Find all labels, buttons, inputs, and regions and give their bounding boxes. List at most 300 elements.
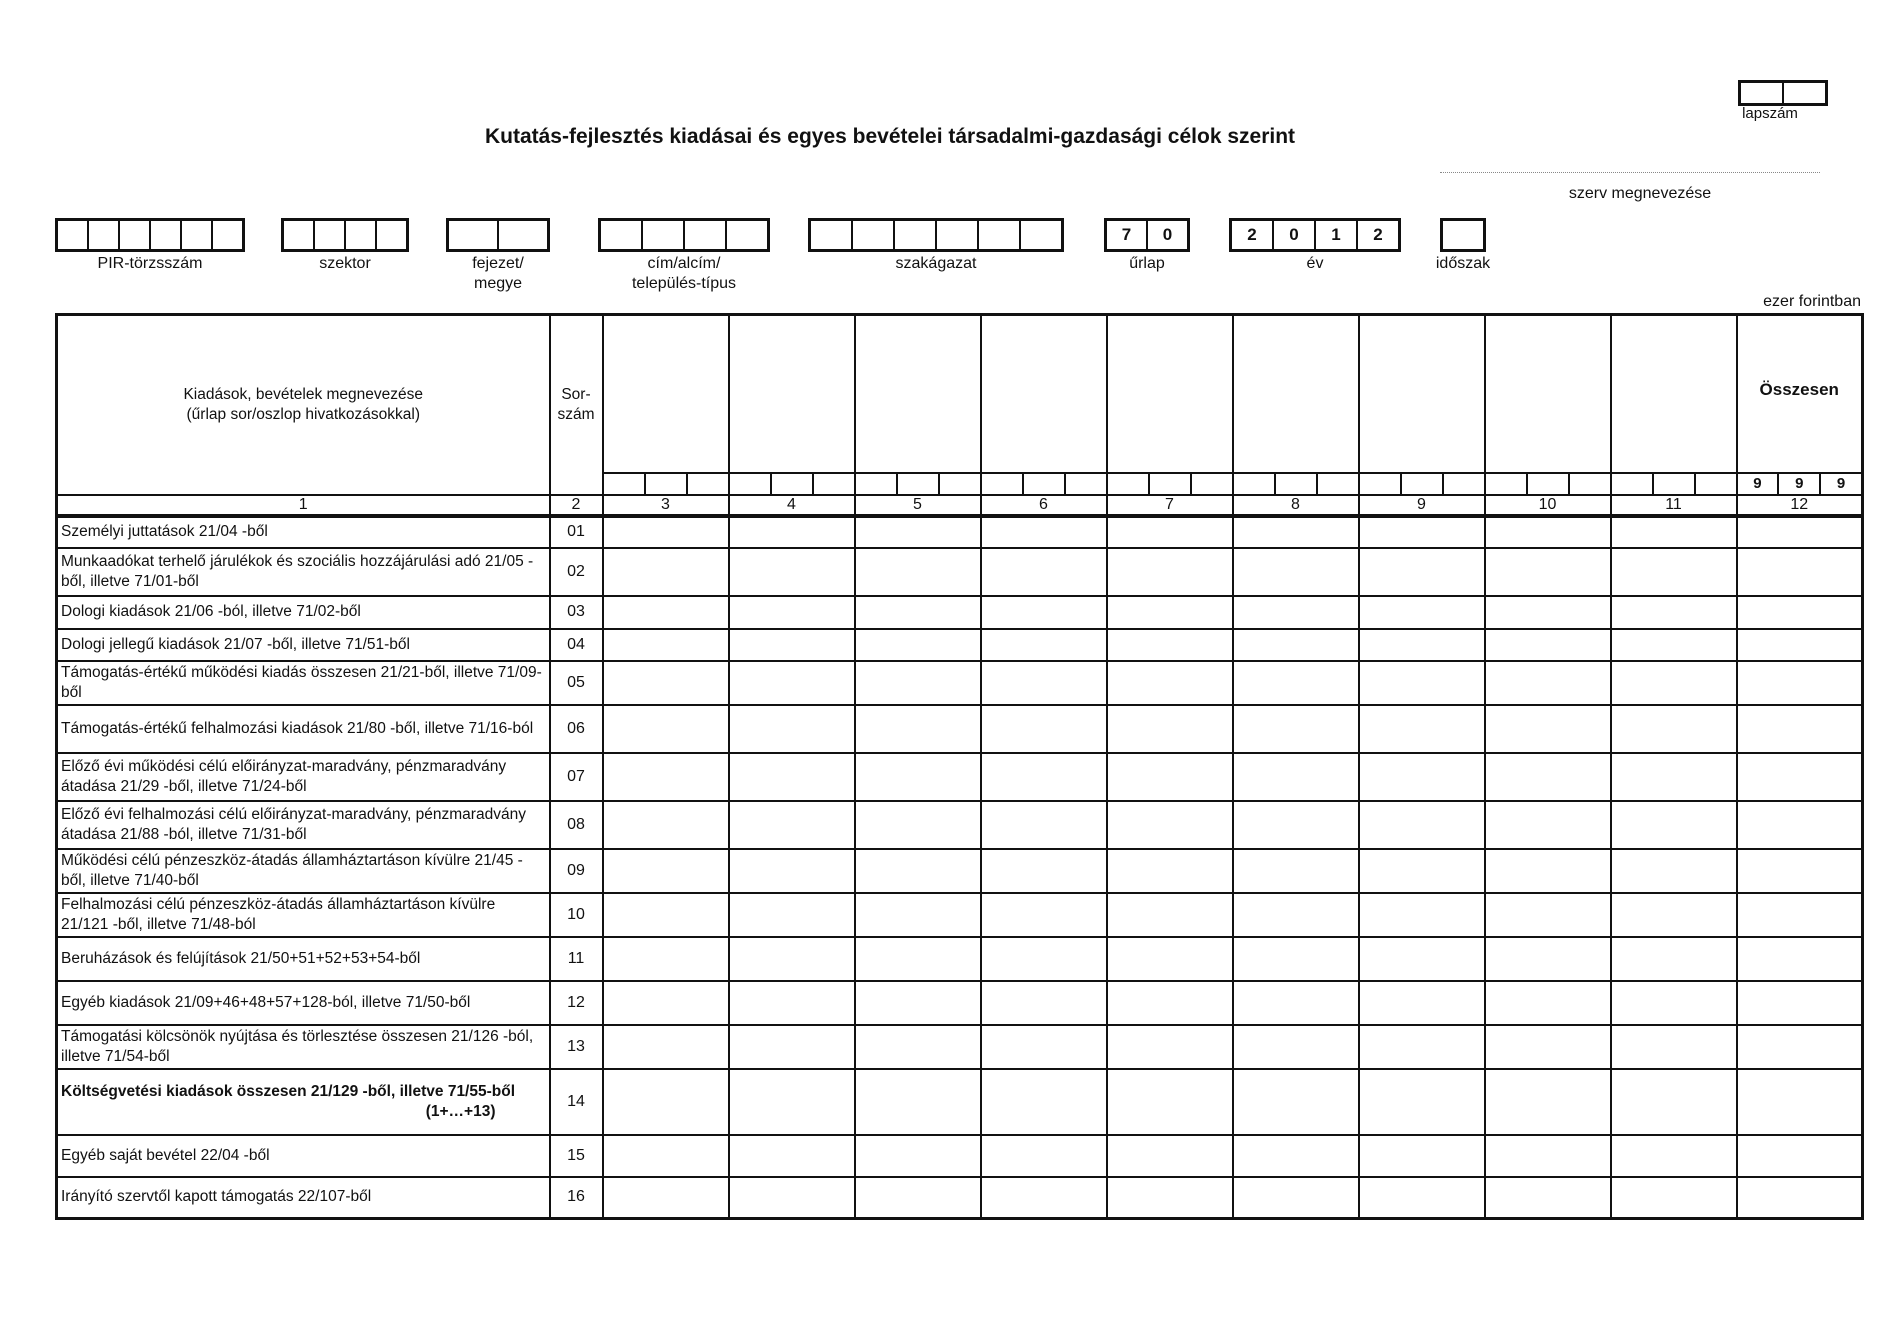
- value-cell[interactable]: [1359, 801, 1485, 849]
- value-cell[interactable]: [1233, 849, 1359, 893]
- column-code-cell[interactable]: [1612, 474, 1654, 494]
- row-name-text: Támogatási kölcsönök nyújtása és törlesztése összesen 21/126 -ból, illetve 71/54-ből: [61, 1027, 534, 1065]
- value-cell[interactable]: [1107, 548, 1233, 596]
- value-cell[interactable]: [1611, 1025, 1737, 1069]
- column-code-cell[interactable]: [856, 474, 898, 494]
- value-cell[interactable]: [1737, 661, 1863, 705]
- idoszak-box[interactable]: [1440, 218, 1486, 252]
- column-code-cell[interactable]: [646, 474, 688, 494]
- value-cell[interactable]: [1737, 1177, 1863, 1219]
- value-cell[interactable]: [855, 661, 981, 705]
- value-cell[interactable]: [1359, 705, 1485, 753]
- value-cell[interactable]: [1485, 849, 1611, 893]
- row-number: 02: [550, 548, 603, 596]
- szakagazat-cell[interactable]: [811, 221, 853, 249]
- szektor-cell[interactable]: [377, 221, 406, 249]
- value-cell[interactable]: [1737, 596, 1863, 629]
- value-cell[interactable]: [855, 516, 981, 548]
- value-cell[interactable]: [729, 516, 855, 548]
- column-code-strip[interactable]: [1234, 472, 1358, 494]
- value-cell[interactable]: [1611, 753, 1737, 801]
- value-cell[interactable]: [1359, 937, 1485, 981]
- value-cell[interactable]: [729, 981, 855, 1025]
- value-cell[interactable]: [1737, 937, 1863, 981]
- value-cell[interactable]: [1737, 629, 1863, 661]
- value-cell[interactable]: [1359, 1025, 1485, 1069]
- header-name-text: Kiadások, bevételek megnevezése (űrlap sor/oszlop hivatkozásokkal): [183, 385, 424, 423]
- header-col-11[interactable]: [1611, 315, 1737, 495]
- row-name-text: Előző évi működési célú előirányzat-maradvány, pénzmaradvány átadása 21/29 -ből, illetve 71/24-ből: [61, 757, 507, 795]
- value-cell[interactable]: [603, 516, 729, 548]
- row-name-text: Irányító szervtől kapott támogatás 22/107-ből: [61, 1188, 372, 1206]
- szakagazat-cell[interactable]: [1021, 221, 1061, 249]
- value-cell[interactable]: [855, 1025, 981, 1069]
- value-cell[interactable]: [603, 1069, 729, 1135]
- row-name: [57, 753, 550, 801]
- value-cell[interactable]: [1107, 596, 1233, 629]
- value-cell[interactable]: [1611, 981, 1737, 1025]
- value-cell[interactable]: [1485, 1177, 1611, 1219]
- value-cell[interactable]: [1737, 516, 1863, 548]
- value-cell[interactable]: [855, 849, 981, 893]
- szektor-box[interactable]: [281, 218, 409, 252]
- value-cell[interactable]: [603, 753, 729, 801]
- header-col-9[interactable]: [1359, 315, 1485, 495]
- value-cell[interactable]: [1737, 801, 1863, 849]
- szakagazat-label: szakágazat: [895, 255, 977, 272]
- value-cell[interactable]: [1485, 1135, 1611, 1177]
- cim-label: cím/alcím/ település-típus: [631, 255, 737, 292]
- value-cell[interactable]: [1233, 1025, 1359, 1069]
- column-number: 10: [1485, 495, 1611, 516]
- column-code-strip[interactable]: [856, 472, 980, 494]
- szektor-cell[interactable]: [346, 221, 377, 249]
- value-cell[interactable]: [1485, 629, 1611, 661]
- value-cell[interactable]: [729, 705, 855, 753]
- table-row: [57, 937, 1863, 981]
- pir-cell[interactable]: [120, 221, 151, 249]
- ev-cell[interactable]: 0: [1274, 221, 1316, 249]
- value-cell[interactable]: [729, 1177, 855, 1219]
- value-cell[interactable]: [981, 661, 1107, 705]
- value-cell[interactable]: [981, 753, 1107, 801]
- value-cell[interactable]: [1233, 1069, 1359, 1135]
- value-cell[interactable]: [1233, 661, 1359, 705]
- column-code-strip[interactable]: [730, 472, 854, 494]
- value-cell[interactable]: [729, 937, 855, 981]
- value-cell[interactable]: [855, 705, 981, 753]
- cim-cell[interactable]: [727, 221, 767, 249]
- value-cell[interactable]: [729, 1135, 855, 1177]
- value-cell[interactable]: [855, 937, 981, 981]
- value-cell[interactable]: [1359, 849, 1485, 893]
- row-number: 06: [550, 705, 603, 753]
- value-cell[interactable]: [1485, 937, 1611, 981]
- value-cell[interactable]: [981, 937, 1107, 981]
- row-number: 16: [550, 1177, 603, 1219]
- value-cell[interactable]: [1485, 1069, 1611, 1135]
- value-cell[interactable]: [855, 596, 981, 629]
- value-cell[interactable]: [981, 981, 1107, 1025]
- value-cell[interactable]: [603, 893, 729, 937]
- column-code-strip[interactable]: [1360, 472, 1484, 494]
- pir-cell[interactable]: [182, 221, 213, 249]
- value-cell[interactable]: [1233, 893, 1359, 937]
- value-cell[interactable]: [1611, 596, 1737, 629]
- row-name-text: Egyéb saját bevétel 22/04 -ből: [61, 1146, 270, 1164]
- value-cell[interactable]: [1737, 548, 1863, 596]
- value-cell[interactable]: [729, 753, 855, 801]
- value-cell[interactable]: [1359, 661, 1485, 705]
- fejezet-cell[interactable]: [499, 221, 547, 249]
- value-cell[interactable]: [1107, 629, 1233, 661]
- urlap-cell[interactable]: 0: [1162, 225, 1173, 244]
- value-cell[interactable]: [855, 548, 981, 596]
- value-cell[interactable]: [1233, 629, 1359, 661]
- value-cell[interactable]: [981, 1069, 1107, 1135]
- value-cell[interactable]: [1233, 753, 1359, 801]
- row-name: [57, 801, 550, 849]
- value-cell[interactable]: [1359, 596, 1485, 629]
- column-code-cell[interactable]: [1486, 474, 1528, 494]
- column-code-cell[interactable]: [1402, 474, 1444, 494]
- value-cell[interactable]: [1611, 1177, 1737, 1219]
- value-cell[interactable]: [981, 596, 1107, 629]
- value-cell[interactable]: [1611, 849, 1737, 893]
- value-cell[interactable]: [1107, 849, 1233, 893]
- value-cell[interactable]: [1107, 516, 1233, 548]
- value-cell[interactable]: [1107, 661, 1233, 705]
- row-number: 12: [550, 981, 603, 1025]
- value-cell[interactable]: [603, 548, 729, 596]
- column-code-cell[interactable]: [1150, 474, 1192, 494]
- row-name: [57, 705, 550, 753]
- row-number: 14: [550, 1069, 603, 1135]
- header-col-5[interactable]: [855, 315, 981, 495]
- row-name-text: Dologi kiadások 21/06 -ból, illetve 71/02-ből: [61, 603, 361, 620]
- column-code-cell[interactable]: [1570, 474, 1610, 494]
- column-code-strip[interactable]: [1486, 472, 1610, 494]
- header-osszesen[interactable]: [1737, 315, 1863, 495]
- value-cell[interactable]: [603, 661, 729, 705]
- value-cell[interactable]: [981, 1177, 1107, 1219]
- row-name-text: Dologi jellegű kiadások 21/07 -ből, illetve 71/51-ből: [61, 635, 410, 653]
- row-number: 10: [550, 893, 603, 937]
- row-number: 07: [550, 753, 603, 801]
- value-cell[interactable]: [603, 1025, 729, 1069]
- column-code-cell[interactable]: [1318, 474, 1358, 494]
- column-code-strip[interactable]: [1612, 472, 1736, 494]
- ev-cell[interactable]: 2: [1232, 221, 1274, 249]
- fejezet-cell[interactable]: [449, 221, 499, 249]
- row-name-text: Munkaadókat terhelő járulékok és szociális hozzájárulási adó 21/05 -ből, illetve 71/01-ből: [61, 552, 534, 590]
- value-cell[interactable]: [1737, 1025, 1863, 1069]
- value-cell[interactable]: [1233, 705, 1359, 753]
- value-cell[interactable]: [1359, 548, 1485, 596]
- szakagazat-cell[interactable]: [895, 221, 937, 249]
- value-cell[interactable]: [1611, 1135, 1737, 1177]
- value-cell[interactable]: [1359, 1135, 1485, 1177]
- column-code-cell[interactable]: 9: [1779, 474, 1821, 494]
- value-cell[interactable]: [1107, 937, 1233, 981]
- column-code-cell[interactable]: [1654, 474, 1696, 494]
- value-cell[interactable]: [1233, 981, 1359, 1025]
- column-code-cell[interactable]: [1360, 474, 1402, 494]
- value-cell[interactable]: [1611, 548, 1737, 596]
- value-cell[interactable]: [855, 893, 981, 937]
- column-code-cell[interactable]: [1444, 474, 1484, 494]
- column-number: 5: [855, 495, 981, 516]
- value-cell[interactable]: [1611, 1069, 1737, 1135]
- value-cell[interactable]: [1233, 1177, 1359, 1219]
- value-cell[interactable]: [1485, 705, 1611, 753]
- value-cell[interactable]: [1611, 937, 1737, 981]
- value-cell[interactable]: [1485, 753, 1611, 801]
- value-cell[interactable]: [1485, 801, 1611, 849]
- value-cell[interactable]: [1485, 516, 1611, 548]
- szakagazat-box[interactable]: [808, 218, 1064, 252]
- value-cell[interactable]: [1359, 1177, 1485, 1219]
- value-cell[interactable]: [981, 705, 1107, 753]
- value-cell[interactable]: [1107, 753, 1233, 801]
- column-code-cell[interactable]: [730, 474, 772, 494]
- column-code-cell[interactable]: [1528, 474, 1570, 494]
- value-cell[interactable]: [603, 596, 729, 629]
- value-cell[interactable]: [1737, 981, 1863, 1025]
- szerv-name-line[interactable]: [1440, 172, 1820, 173]
- value-cell[interactable]: [981, 849, 1107, 893]
- szakagazat-cell[interactable]: [937, 221, 979, 249]
- value-cell[interactable]: [729, 849, 855, 893]
- szakagazat-cell[interactable]: [853, 221, 895, 249]
- value-cell[interactable]: [729, 548, 855, 596]
- row-name: [57, 661, 550, 705]
- column-code-cell[interactable]: [1108, 474, 1150, 494]
- pir-cell[interactable]: [58, 221, 89, 249]
- value-cell[interactable]: [1485, 548, 1611, 596]
- value-cell[interactable]: [1359, 981, 1485, 1025]
- table-row: [57, 516, 1863, 548]
- szektor-cell[interactable]: [315, 221, 346, 249]
- value-cell[interactable]: [1233, 596, 1359, 629]
- value-cell[interactable]: [1485, 1025, 1611, 1069]
- value-cell[interactable]: [729, 801, 855, 849]
- value-cell[interactable]: [1737, 753, 1863, 801]
- column-code-cell[interactable]: [940, 474, 980, 494]
- value-cell[interactable]: [1485, 596, 1611, 629]
- cim-cell[interactable]: [643, 221, 685, 249]
- pir-cell[interactable]: [213, 221, 242, 249]
- szakagazat-cell[interactable]: [979, 221, 1021, 249]
- value-cell[interactable]: [1233, 801, 1359, 849]
- header-col-8[interactable]: [1233, 315, 1359, 495]
- szektor-cell[interactable]: [284, 221, 315, 249]
- column-code-cell[interactable]: 9: [1836, 475, 1846, 492]
- header-col-10[interactable]: [1485, 315, 1611, 495]
- pir-cell[interactable]: [151, 221, 182, 249]
- cim-cell[interactable]: [685, 221, 727, 249]
- row-number: 13: [550, 1025, 603, 1069]
- value-cell[interactable]: [729, 893, 855, 937]
- value-cell[interactable]: [981, 516, 1107, 548]
- value-cell[interactable]: [603, 849, 729, 893]
- value-cell[interactable]: [981, 893, 1107, 937]
- value-cell[interactable]: [1233, 516, 1359, 548]
- value-cell[interactable]: [1611, 893, 1737, 937]
- value-cell[interactable]: [603, 705, 729, 753]
- column-code-cell[interactable]: [1066, 474, 1106, 494]
- column-code-strip[interactable]: [604, 472, 728, 494]
- value-cell[interactable]: [1233, 548, 1359, 596]
- value-cell[interactable]: [1737, 849, 1863, 893]
- value-cell[interactable]: [603, 937, 729, 981]
- value-cell[interactable]: [1485, 893, 1611, 937]
- fejezet-box[interactable]: [446, 218, 550, 252]
- column-code-cell[interactable]: [1234, 474, 1276, 494]
- table-row: [57, 661, 1863, 705]
- column-code-cell[interactable]: 9: [1738, 474, 1780, 494]
- value-cell[interactable]: [729, 1069, 855, 1135]
- column-code-cell[interactable]: [604, 474, 646, 494]
- value-cell[interactable]: [1611, 629, 1737, 661]
- table-row: [57, 893, 1863, 937]
- table-row: [57, 849, 1863, 893]
- row-number: 01: [550, 516, 603, 548]
- value-cell[interactable]: [1359, 893, 1485, 937]
- value-cell[interactable]: [603, 1135, 729, 1177]
- row-name-text: Felhalmozási célú pénzeszköz-átadás államháztartáson kívülre 21/121 -ből, illetve 71/48-ból: [61, 895, 496, 933]
- value-cell[interactable]: [855, 1135, 981, 1177]
- value-cell[interactable]: [1485, 981, 1611, 1025]
- row-number: 11: [550, 937, 603, 981]
- value-cell[interactable]: [1737, 705, 1863, 753]
- ev-cell[interactable]: 1: [1316, 221, 1358, 249]
- value-cell[interactable]: [981, 801, 1107, 849]
- column-code-cell[interactable]: [898, 474, 940, 494]
- value-cell[interactable]: [1233, 1135, 1359, 1177]
- value-cell[interactable]: [1359, 516, 1485, 548]
- lapszam-box[interactable]: [1738, 80, 1828, 106]
- value-cell[interactable]: [1107, 705, 1233, 753]
- pir-box[interactable]: [55, 218, 245, 252]
- row-name: [57, 1177, 550, 1219]
- value-cell[interactable]: [855, 801, 981, 849]
- value-cell[interactable]: [729, 629, 855, 661]
- value-cell[interactable]: [1107, 801, 1233, 849]
- header-col-3[interactable]: [603, 315, 729, 495]
- table-row: [57, 596, 1863, 629]
- value-cell[interactable]: [855, 1177, 981, 1219]
- cim-box[interactable]: [598, 218, 770, 252]
- value-cell[interactable]: [1359, 753, 1485, 801]
- value-cell[interactable]: [1737, 1069, 1863, 1135]
- fejezet-label: fejezet/ megye: [472, 255, 524, 292]
- urlap-cell[interactable]: 7: [1107, 221, 1148, 249]
- value-cell[interactable]: [981, 1135, 1107, 1177]
- value-cell[interactable]: [1611, 661, 1737, 705]
- row-name-text: Támogatás-értékű felhalmozási kiadások 21/80 -ből, illetve 71/16-ból: [61, 719, 534, 737]
- value-cell[interactable]: [1737, 1135, 1863, 1177]
- value-cell[interactable]: [855, 1069, 981, 1135]
- table-row: [57, 753, 1863, 801]
- column-code-cell[interactable]: [1696, 474, 1736, 494]
- value-cell[interactable]: [855, 629, 981, 661]
- value-cell[interactable]: [1107, 1025, 1233, 1069]
- column-code-cell[interactable]: [982, 474, 1024, 494]
- value-cell[interactable]: [1611, 516, 1737, 548]
- osszesen-label: Összesen: [1759, 380, 1839, 399]
- column-code-strip[interactable]: [982, 472, 1106, 494]
- value-cell[interactable]: [729, 661, 855, 705]
- column-number: 11: [1611, 495, 1737, 516]
- value-cell[interactable]: [603, 629, 729, 661]
- column-code-cell[interactable]: [772, 474, 814, 494]
- unit-label: ezer forintban: [1763, 293, 1861, 310]
- column-code-strip[interactable]: [1108, 472, 1232, 494]
- column-code-cell[interactable]: [1276, 474, 1318, 494]
- row-name-text: Működési célú pénzeszköz-átadás államháztartáson kívülre 21/45 -ből, illetve 71/40-ből: [61, 851, 523, 889]
- value-cell[interactable]: [729, 596, 855, 629]
- value-cell[interactable]: [1485, 661, 1611, 705]
- column-code-strip[interactable]: [1738, 472, 1862, 494]
- table-row: [57, 548, 1863, 596]
- row-name-text: Költségvetési kiadások összesen 21/129 -ből, illetve 71/55-ből: [61, 1082, 516, 1100]
- idoszak-cell[interactable]: [1443, 221, 1483, 249]
- value-cell[interactable]: [981, 548, 1107, 596]
- value-cell[interactable]: [1737, 893, 1863, 937]
- ev-cell[interactable]: 2: [1373, 225, 1383, 244]
- value-cell[interactable]: [729, 1025, 855, 1069]
- value-cell[interactable]: [981, 1025, 1107, 1069]
- header-sorszam: [550, 315, 603, 495]
- cim-cell[interactable]: [601, 221, 643, 249]
- value-cell[interactable]: [1359, 629, 1485, 661]
- column-code-cell[interactable]: [814, 474, 854, 494]
- value-cell[interactable]: [1107, 1177, 1233, 1219]
- value-cell[interactable]: [1107, 1135, 1233, 1177]
- value-cell[interactable]: [1107, 893, 1233, 937]
- value-cell[interactable]: [855, 753, 981, 801]
- header-col-4[interactable]: [729, 315, 855, 495]
- value-cell[interactable]: [603, 1177, 729, 1219]
- urlap-box[interactable]: [1104, 218, 1190, 252]
- column-code-cell[interactable]: [1024, 474, 1066, 494]
- lapszam-cell[interactable]: [1741, 83, 1784, 103]
- value-cell[interactable]: [1107, 1069, 1233, 1135]
- value-cell[interactable]: [1233, 937, 1359, 981]
- header-col-6[interactable]: [981, 315, 1107, 495]
- value-cell[interactable]: [981, 629, 1107, 661]
- ev-box[interactable]: [1229, 218, 1401, 252]
- table-row: [57, 629, 1863, 661]
- value-cell[interactable]: [1107, 981, 1233, 1025]
- column-code-cell[interactable]: [688, 474, 728, 494]
- column-code-cell[interactable]: [1192, 474, 1232, 494]
- pir-cell[interactable]: [89, 221, 120, 249]
- row-name: [57, 937, 550, 981]
- column-number-row: [57, 495, 1863, 516]
- row-name-text: Egyéb kiadások 21/09+46+48+57+128-ból, illetve 71/50-ből: [61, 993, 471, 1011]
- value-cell[interactable]: [603, 801, 729, 849]
- value-cell[interactable]: [1359, 1069, 1485, 1135]
- lapszam-cell[interactable]: [1784, 83, 1825, 103]
- value-cell[interactable]: [603, 981, 729, 1025]
- value-cell[interactable]: [855, 981, 981, 1025]
- value-cell[interactable]: [1611, 801, 1737, 849]
- value-cell[interactable]: [1611, 705, 1737, 753]
- header-col-7[interactable]: [1107, 315, 1233, 495]
- table-row: [57, 1177, 1863, 1219]
